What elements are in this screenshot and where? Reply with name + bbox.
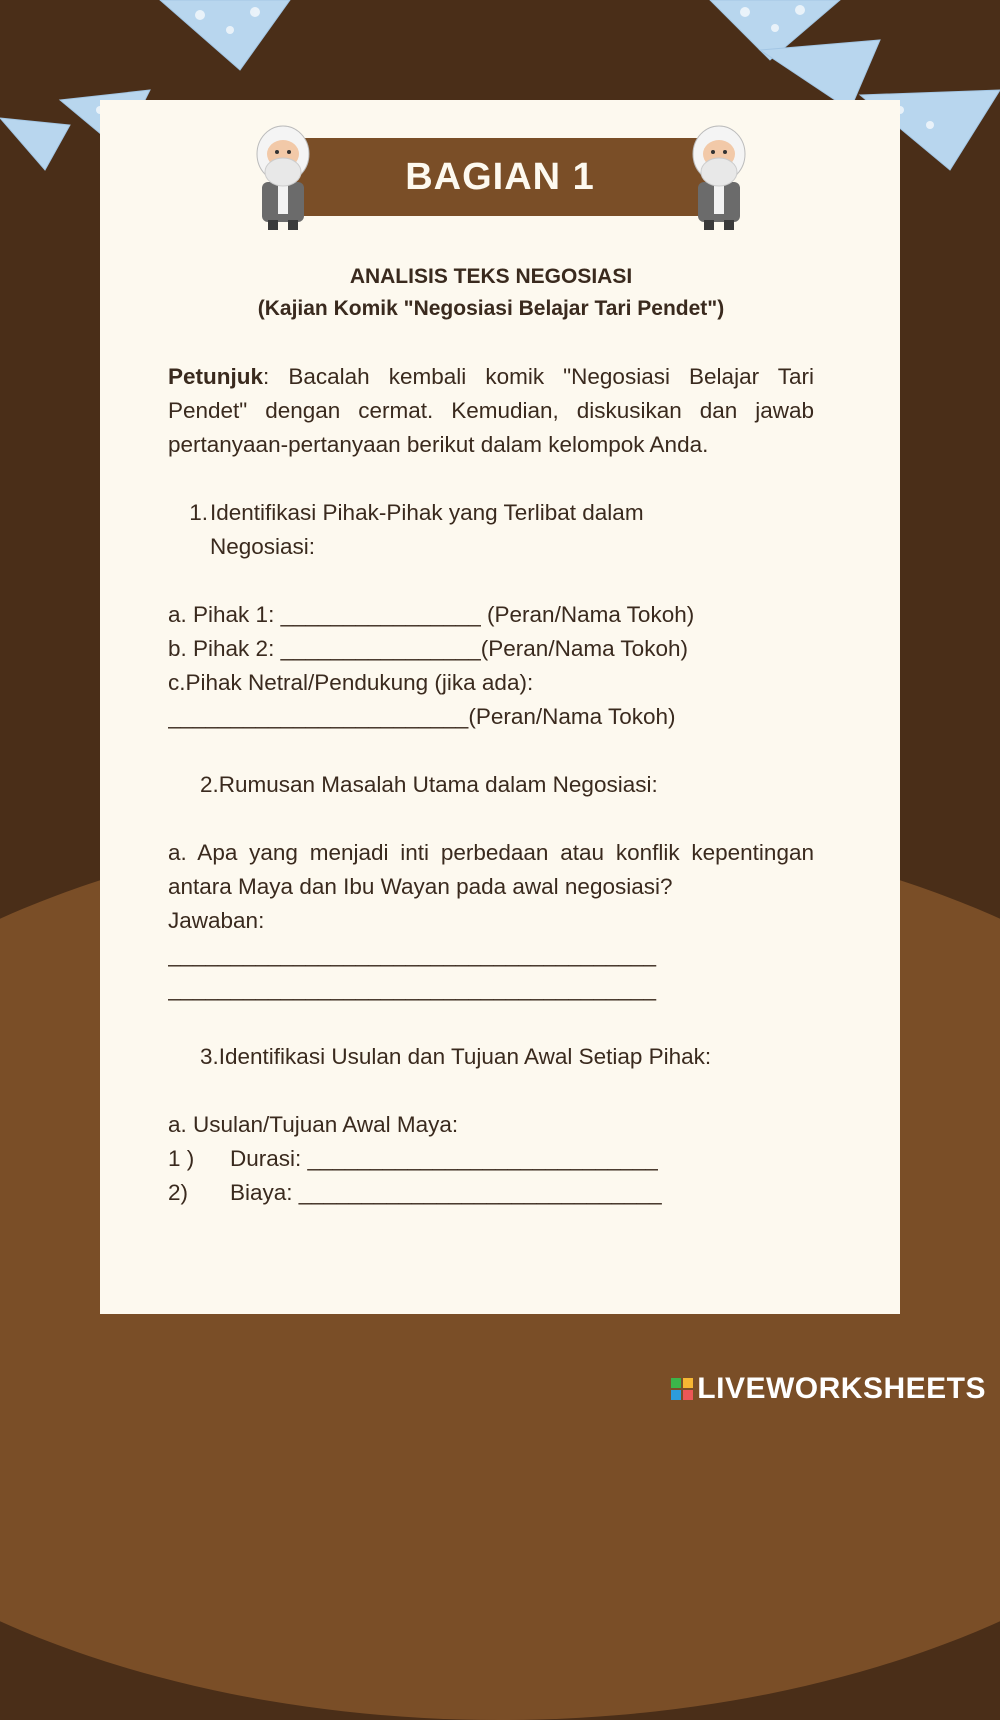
pihak-1-line[interactable]: a. Pihak 1: ________________ (Peran/Nama Tokoh)	[168, 602, 695, 627]
answer-line-2[interactable]: _______________________________________	[168, 976, 657, 1001]
answer-line-1[interactable]: _______________________________________	[168, 942, 657, 967]
instructions-label: Petunjuk	[168, 364, 264, 389]
title-banner	[280, 138, 720, 216]
pihak-netral-label: c.Pihak Netral/Pendukung (jika ada):	[168, 670, 534, 695]
question-number: 2.	[200, 772, 219, 797]
answer-label: Jawaban:	[168, 908, 265, 933]
section-heading: ANALISIS TEKS NEGOSIASI	[349, 265, 633, 288]
pihak-netral-line[interactable]: ________________________(Peran/Nama Tokoh)	[168, 704, 676, 729]
item-number: 2)	[168, 1180, 189, 1205]
durasi-line[interactable]: Durasi: ____________________________	[230, 1146, 658, 1171]
instructions-text: : Bacalah kembali komik "Negosiasi Belajar Tari Pendet" dengan cermat. Kemudian, diskusikan dan jawab pertanyaan-pertanyaan berikut dalam kelompok Anda.	[168, 364, 814, 457]
worksheet-content	[168, 262, 814, 1210]
question-2a-text: a. Apa yang menjadi inti perbedaan atau konflik kepentingan antara Maya dan Ibu Wayan pada awal negosiasi?	[168, 840, 814, 899]
liveworksheets-logo	[671, 1372, 986, 1406]
list-item[interactable]	[168, 1142, 814, 1176]
question-number: 3.	[200, 1044, 219, 1069]
question-1-title	[168, 496, 814, 564]
logo-icon	[671, 1378, 693, 1400]
old-man-figure-left	[248, 120, 318, 232]
old-man-figure-right	[684, 120, 754, 232]
item-number: 1 )	[168, 1146, 195, 1171]
section-subheading: (Kajian Komik "Negosiasi Belajar Tari Pendet")	[257, 297, 725, 320]
question-title: Rumusan Masalah Utama dalam Negosiasi:	[218, 772, 658, 797]
list-item[interactable]	[168, 1176, 814, 1210]
instructions	[168, 360, 814, 462]
question-title: Identifikasi Usulan dan Tujuan Awal Setiap Pihak:	[218, 1044, 712, 1069]
usulan-maya-label: a. Usulan/Tujuan Awal Maya:	[168, 1112, 459, 1137]
pihak-2-line[interactable]: b. Pihak 2: ________________(Peran/Nama Tokoh)	[168, 636, 688, 661]
page-title: BAGIAN 1	[405, 155, 595, 198]
question-3-title	[168, 1040, 814, 1074]
logo-text: LIVEWORKSHEETS	[697, 1372, 986, 1405]
question-title: Identifikasi Pihak-Pihak yang Terlibat dalam Negosiasi:	[210, 500, 644, 559]
question-number: 1.	[189, 500, 208, 525]
biaya-line[interactable]: Biaya: _____________________________	[230, 1180, 662, 1205]
question-2-title	[168, 768, 814, 802]
